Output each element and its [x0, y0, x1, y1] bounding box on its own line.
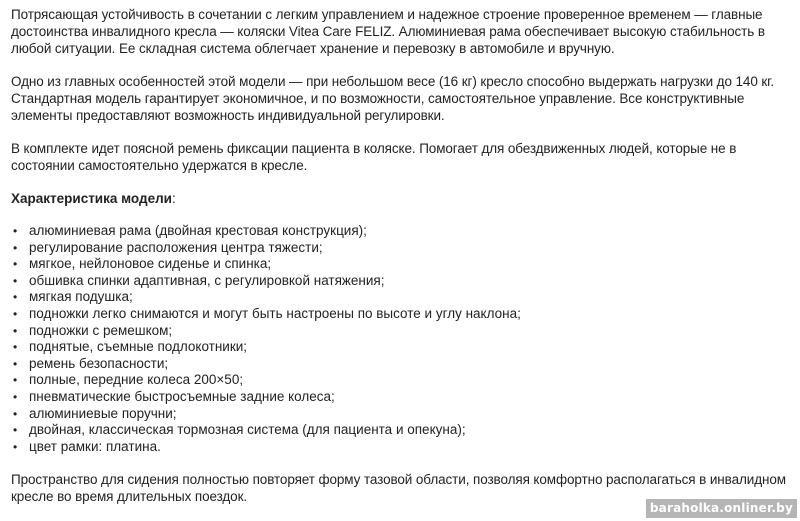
list-item-text: подножки с ремешком; — [29, 322, 173, 338]
bullet-icon: • — [13, 439, 18, 454]
bullet-icon: • — [13, 323, 18, 338]
list-item-text: ремень безопасности; — [29, 355, 169, 371]
list-item — [11, 372, 796, 389]
list-item-text: регулирование расположения центра тяжести; — [29, 239, 323, 255]
list-item-text: мягкое, нейлоновое сиденье и спинка; — [29, 256, 272, 272]
bullet-icon: • — [13, 356, 18, 371]
bullet-icon: • — [13, 273, 18, 288]
bullet-icon: • — [13, 257, 18, 272]
weight-paragraph: Одно из главных особенностей этой модели — при небольшом весе (16 кг) кресло способно выдержать нагрузки до 140 кг. Стандартная модель гарантирует экономичное, и по возможности, самостоятельное управление. Все конструктивные элементы предоставляют возможность индивидуальной регулировки. — [11, 74, 775, 123]
list-item — [11, 306, 796, 323]
product-description — [11, 6, 796, 521]
list-item-text: двойная, классическая тормозная система (для пациента и опекуна); — [29, 422, 466, 438]
belt-paragraph: В комплекте идет поясной ремень фиксации пациента в коляске. Помогает для обездвиженных людей, которые не в состоянии самостоятельно удержатся в кресле. — [11, 141, 737, 173]
list-item — [11, 289, 796, 306]
specs-heading — [11, 190, 796, 207]
bullet-icon: • — [13, 423, 18, 438]
intro-paragraph: Потрясающая устойчивость в сочетании с легким управлением и надежное строение проверенное временем — главные достоинства инвалидного кресла — коляски Vitea Care FELIZ. Алюминиевая рама обеспечивает высокую стабильность в любой ситуации. Ее складная система облегчает хранение и перевозку в автомобиле и вручную. — [11, 7, 765, 56]
list-item — [11, 339, 796, 356]
list-item-text: полные, передние колеса 200×50; — [29, 372, 244, 388]
specs-heading-colon: : — [171, 191, 176, 206]
bullet-icon: • — [13, 389, 18, 404]
list-item — [11, 240, 796, 257]
seat-paragraph: Пространство для сидения полностью повторяет форму тазовой области, позволяя комфортно располагаться в инвалидном кресле во время длительных поездок. — [11, 472, 786, 505]
list-item-text: алюминиевая рама (двойная крестовая конструкция); — [29, 223, 367, 238]
specs-list — [11, 223, 796, 455]
bullet-icon: • — [13, 340, 18, 355]
list-item — [11, 273, 796, 290]
list-item-text: пневматические быстросъемные задние колеса; — [29, 388, 335, 404]
bullet-icon: • — [13, 240, 18, 255]
list-item — [11, 439, 796, 456]
list-item — [11, 256, 796, 273]
list-item — [11, 223, 796, 240]
list-item — [11, 422, 796, 439]
specs-heading-text: Характеристика модели — [11, 191, 172, 206]
list-item-text: подножки легко снимаются и могут быть настроены по высоте и углу наклона; — [29, 305, 521, 321]
list-item-text: цвет рамки: платина. — [29, 438, 161, 454]
list-item-text: обшивка спинки адаптивная, с регулировкой натяжения; — [29, 272, 385, 288]
list-item-text: поднятые, съемные подлокотники; — [29, 339, 248, 355]
list-item-text: мягкая подушка; — [29, 289, 133, 305]
bullet-icon: • — [13, 406, 18, 421]
list-item — [11, 389, 796, 406]
list-item — [11, 356, 796, 373]
bullet-icon: • — [13, 224, 18, 238]
list-item-text: алюминиевые поручни; — [29, 405, 177, 421]
site-watermark: baraholka.onliner.by — [646, 499, 797, 518]
list-item — [11, 323, 796, 340]
bullet-icon: • — [13, 373, 18, 388]
list-item — [11, 406, 796, 423]
bullet-icon: • — [13, 306, 18, 321]
bullet-icon: • — [13, 290, 18, 305]
